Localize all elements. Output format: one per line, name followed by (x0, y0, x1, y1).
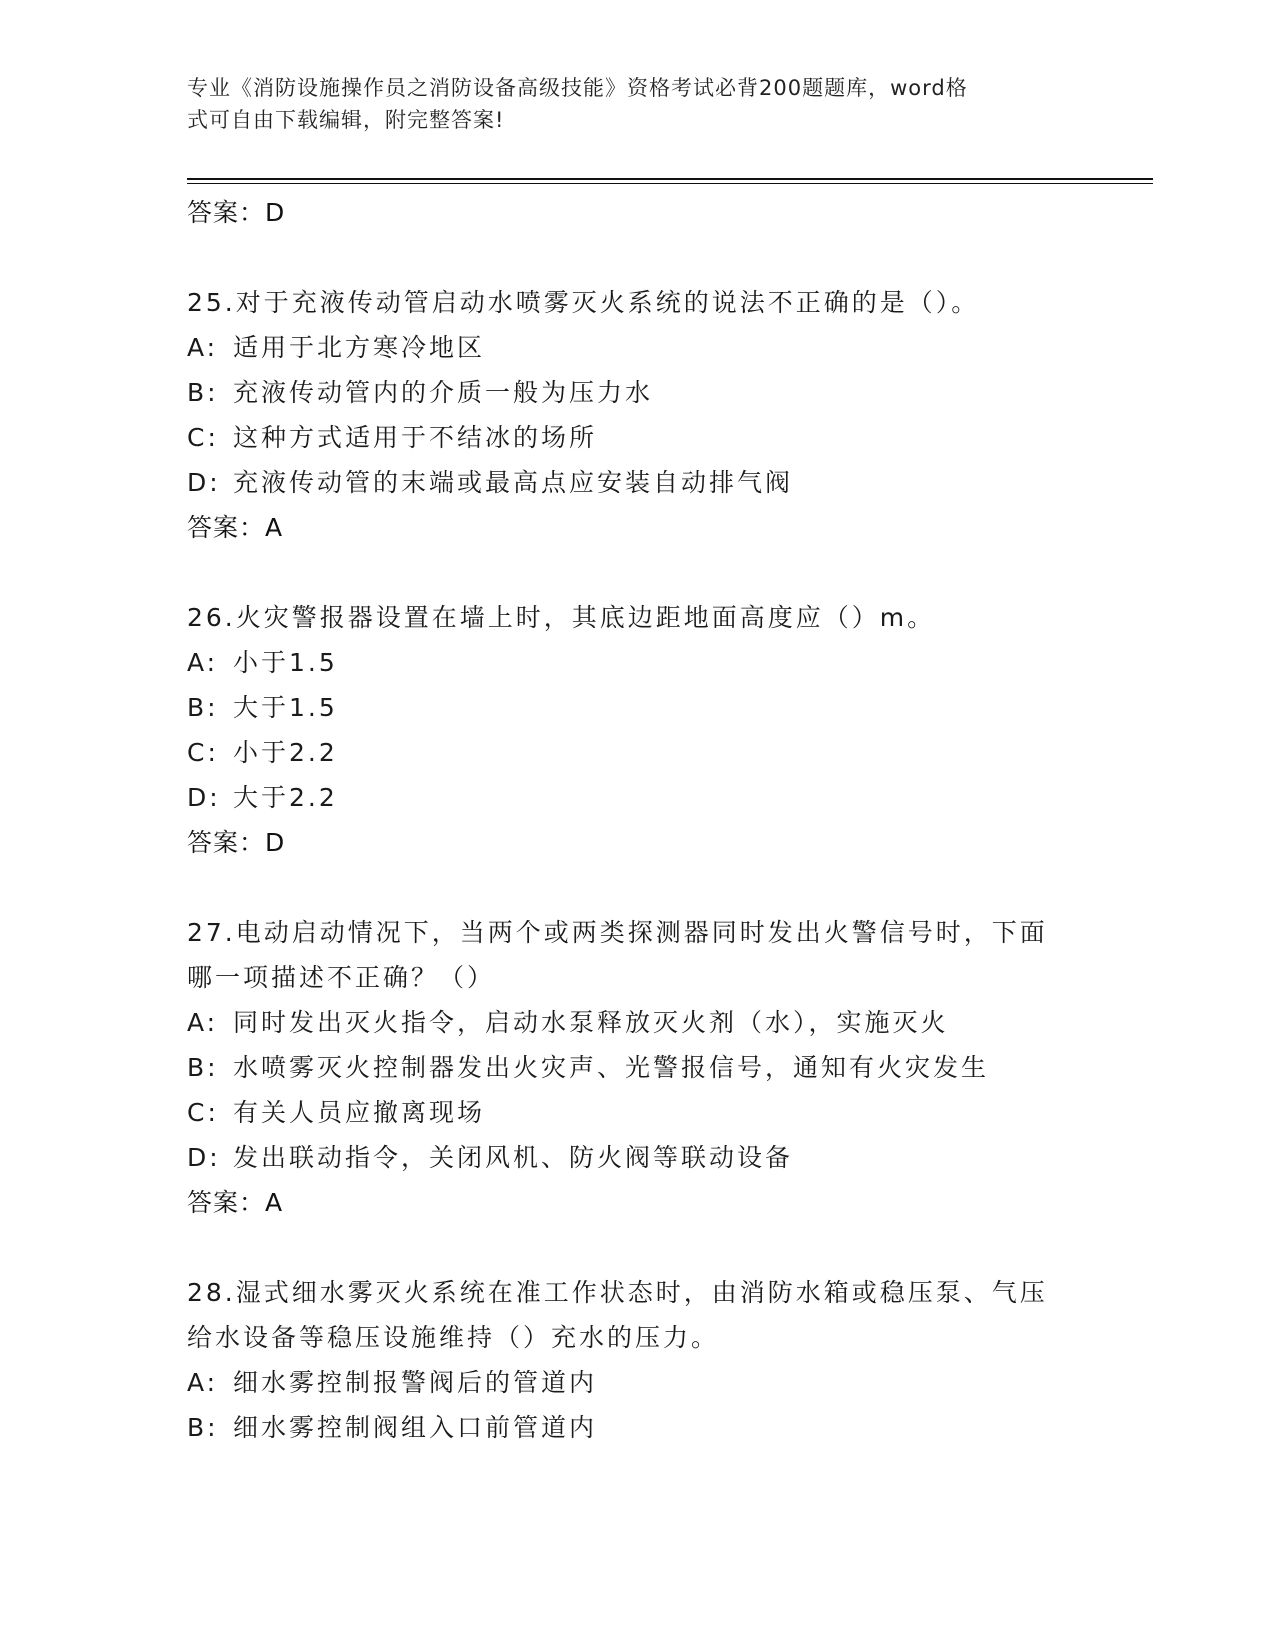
option-a (187, 1360, 1087, 1405)
option-letter: A: (187, 1368, 219, 1397)
question-text: 25.对于充液传动管启动水喷雾灭火系统的说法不正确的是（）。 (187, 288, 980, 317)
option-a (187, 640, 1087, 685)
option-letter: D: (187, 783, 221, 812)
option-text: 同时发出灭火指令，启动水泵释放灭火剂（水），实施灭火 (233, 1008, 949, 1037)
question-text: 26.火灾警报器设置在墙上时，其底边距地面高度应（）m。 (187, 603, 936, 632)
option-text: 充液传动管内的介质一般为压力水 (233, 378, 654, 407)
question-25 (187, 280, 1087, 550)
answer: 答案：A (187, 513, 284, 542)
option-letter: C: (187, 423, 219, 452)
option-a (187, 1000, 1087, 1045)
option-d (187, 460, 1087, 505)
question-27 (187, 910, 1087, 1225)
option-text: 大于2.2 (233, 783, 338, 812)
option-letter: B: (187, 1053, 219, 1082)
option-c (187, 730, 1087, 775)
content (187, 190, 1087, 1495)
question-text: 28.湿式细水雾灭火系统在准工作状态时，由消防水箱或稳压泵、气压 (187, 1278, 1048, 1307)
page-header (187, 72, 1087, 136)
question-text-cont: 哪一项描述不正确？（） (187, 963, 496, 992)
option-text: 大于1.5 (233, 693, 338, 722)
option-letter: A: (187, 1008, 219, 1037)
header-line-2: 式可自由下载编辑，附完整答案! (187, 108, 505, 132)
option-c (187, 1090, 1087, 1135)
header-rule-thick (187, 178, 1153, 180)
header-rule-thin (187, 183, 1153, 184)
option-text: 充液传动管的末端或最高点应安装自动排气阀 (233, 468, 794, 497)
option-text: 小于2.2 (233, 738, 338, 767)
option-text: 有关人员应撤离现场 (233, 1098, 486, 1127)
option-letter: D: (187, 468, 221, 497)
option-d (187, 1135, 1087, 1180)
answer-previous: 答案：D (187, 198, 286, 227)
option-d (187, 775, 1087, 820)
option-a (187, 325, 1087, 370)
option-letter: C: (187, 1098, 219, 1127)
option-b (187, 370, 1087, 415)
option-letter: D: (187, 1143, 221, 1172)
option-text: 适用于北方寒冷地区 (233, 333, 486, 362)
option-text: 细水雾控制阀组入口前管道内 (233, 1413, 598, 1442)
option-text: 发出联动指令，关闭风机、防火阀等联动设备 (233, 1143, 794, 1172)
question-26 (187, 595, 1087, 865)
option-letter: B: (187, 1413, 219, 1442)
option-b (187, 685, 1087, 730)
option-letter: A: (187, 648, 219, 677)
option-b (187, 1405, 1087, 1450)
header-line-1: 专业《消防设施操作员之消防设备高级技能》资格考试必背200题题库，word格 (187, 76, 968, 100)
option-text: 水喷雾灭火控制器发出火灾声、光警报信号，通知有火灾发生 (233, 1053, 990, 1082)
question-28 (187, 1270, 1087, 1450)
option-letter: B: (187, 378, 219, 407)
option-letter: B: (187, 693, 219, 722)
question-text: 27.电动启动情况下，当两个或两类探测器同时发出火警信号时，下面 (187, 918, 1048, 947)
option-c (187, 415, 1087, 460)
answer: 答案：A (187, 1188, 284, 1217)
answer: 答案：D (187, 828, 286, 857)
option-b (187, 1045, 1087, 1090)
option-letter: A: (187, 333, 219, 362)
option-text: 这种方式适用于不结冰的场所 (233, 423, 598, 452)
question-text-cont: 给水设备等稳压设施维持（）充水的压力。 (187, 1323, 720, 1352)
option-text: 小于1.5 (233, 648, 338, 677)
option-letter: C: (187, 738, 219, 767)
option-text: 细水雾控制报警阀后的管道内 (233, 1368, 598, 1397)
